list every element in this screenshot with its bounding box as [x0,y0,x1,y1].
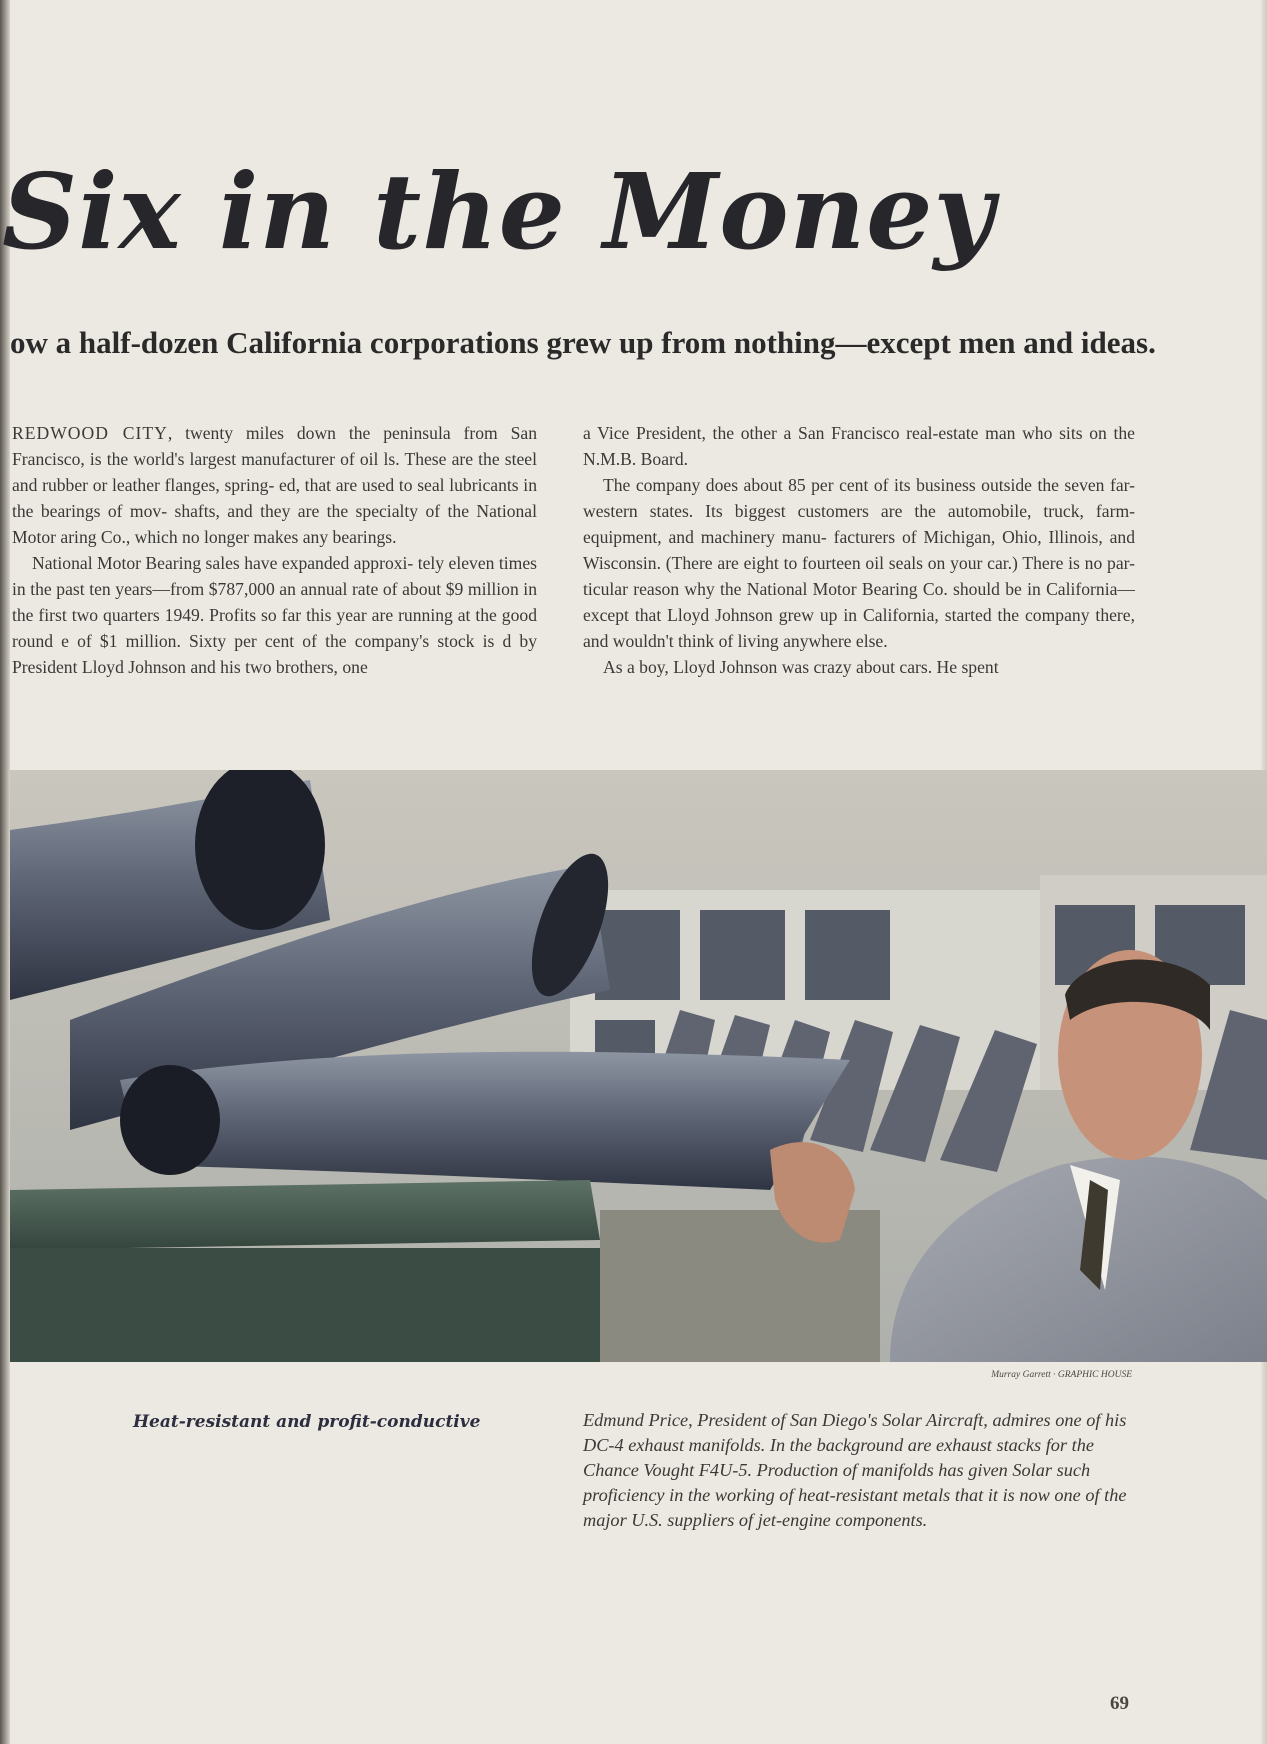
lead-in-smallcaps: REDWOOD CITY [12,423,168,443]
page-number: 69 [1110,1693,1129,1714]
body-column-right [583,420,1135,680]
paragraph-text: , twenty miles down the peninsula from San Francisco, is the world's largest manufacturer of oil ls. These are the steel and rubber or leather flanges, spring- ed, that are used to seal lubricants in the bearings of mov- shafts, and they are the specialty of the National Motor aring Co., which no longer makes any bearings. [12,423,537,547]
paragraph: As a boy, Lloyd Johnson was crazy about cars. He spent [603,657,999,677]
caption-body: Edmund Price, President of San Diego's Solar Aircraft, admires one of his DC-4 exhaust manifolds. In the background are exhaust stacks for the Chance Vought F4U-5. Production of manifolds has given Solar such proficiency in the working of heat-resistant metals that it is now one of the major U.S. suppliers of jet-engine components. [583,1410,1127,1530]
body-column-left [12,420,537,680]
paragraph: National Motor Bearing sales have expanded approxi- tely eleven times in the past ten years—from $787,000 an annual rate of about $9 million in the first two quarters 1949. Profits so far this year are running at the good round e of $1 million. Sixty per cent of the company's stock is d by President Lloyd Johnson and his two brothers, one [12,553,537,677]
article-subtitle: ow a half-dozen California corporations grew up from nothing—except men and ideas. [10,325,1156,360]
paragraph: The company does about 85 per cent of its business outside the seven far-western states. Its biggest customers are the automobile, truck, farm-equipment, and machinery manu- facturers of Michigan, Ohio, Illinois, and Wisconsin. (There are eight to fourteen oil seals on your car.) There is no par- ticular reason why the National Motor Bearing Co. should be in California—except that Lloyd Johnson grew up in California, started the company there, and wouldn't think of living anywhere else. [583,475,1135,651]
photo-credit: Murray Garrett · GRAPHIC HOUSE [991,1370,1132,1380]
feature-photograph [10,770,1267,1362]
caption-headline: Heat-resistant and profit-conductive [133,1412,481,1432]
photo-illustration [10,770,1267,1362]
paragraph: a Vice President, the other a San Francisco real-estate man who sits on the N.M.B. Board. [583,423,1135,469]
article-title: Six in the Money [2,150,995,273]
paragraph [12,420,537,550]
